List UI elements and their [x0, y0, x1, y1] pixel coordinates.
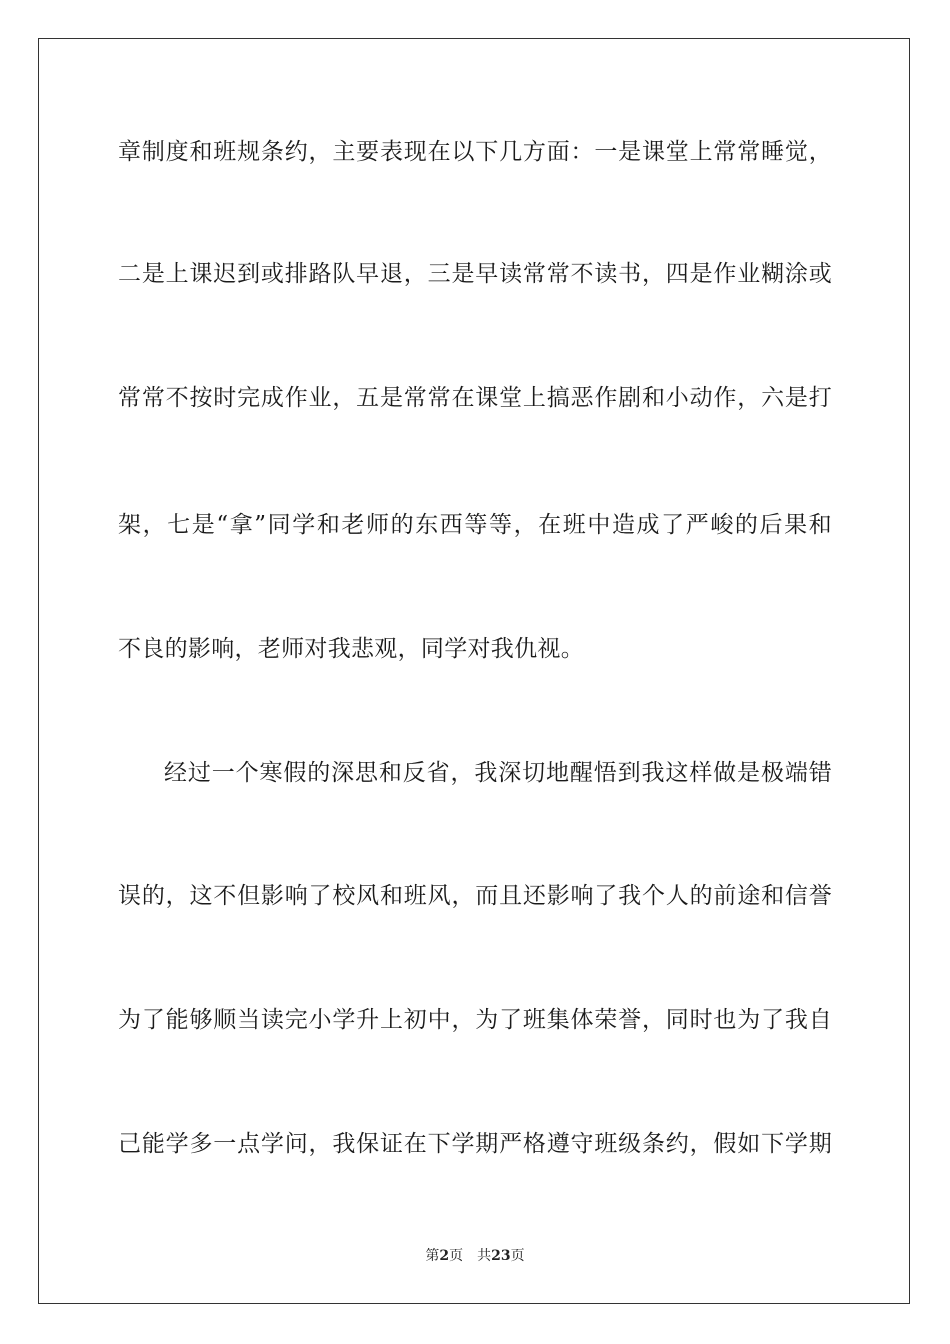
body-line-5: 不良的影响，老师对我悲观，同学对我仇视。	[118, 636, 584, 662]
page-border	[38, 38, 910, 1304]
page-number: 2	[439, 1248, 450, 1264]
body-line-2: 二是上课迟到或排路队早退，三是早读常常不读书，四是作业糊涂或	[118, 261, 832, 287]
body-line-8: 为了能够顺当读完小学升上初中，为了班集体荣誉，同时也为了我自	[118, 1007, 832, 1033]
body-line-6: 经过一个寒假的深思和反省，我深切地醒悟到我这样做是极端错	[164, 760, 832, 786]
total-suffix: 页	[510, 1248, 525, 1264]
body-line-1: 章制度和班规条约，主要表现在以下几方面：一是课堂上常常睡觉，	[118, 139, 832, 165]
page-footer	[0, 1247, 950, 1265]
page-prefix: 第	[425, 1248, 440, 1264]
body-line-9: 己能学多一点学问，我保证在下学期严格遵守班级条约，假如下学期	[118, 1131, 832, 1157]
total-pages: 23	[491, 1248, 511, 1264]
total-prefix: 共	[477, 1248, 492, 1264]
body-line-4: 架，七是“拿”同学和老师的东西等等，在班中造成了严峻的后果和	[118, 512, 832, 538]
body-line-3: 常常不按时完成作业，五是常常在课堂上搞恶作剧和小动作，六是打	[118, 385, 832, 411]
body-line-7: 误的，这不但影响了校风和班风，而且还影响了我个人的前途和信誉	[118, 883, 832, 909]
page-suffix: 页	[449, 1248, 464, 1264]
